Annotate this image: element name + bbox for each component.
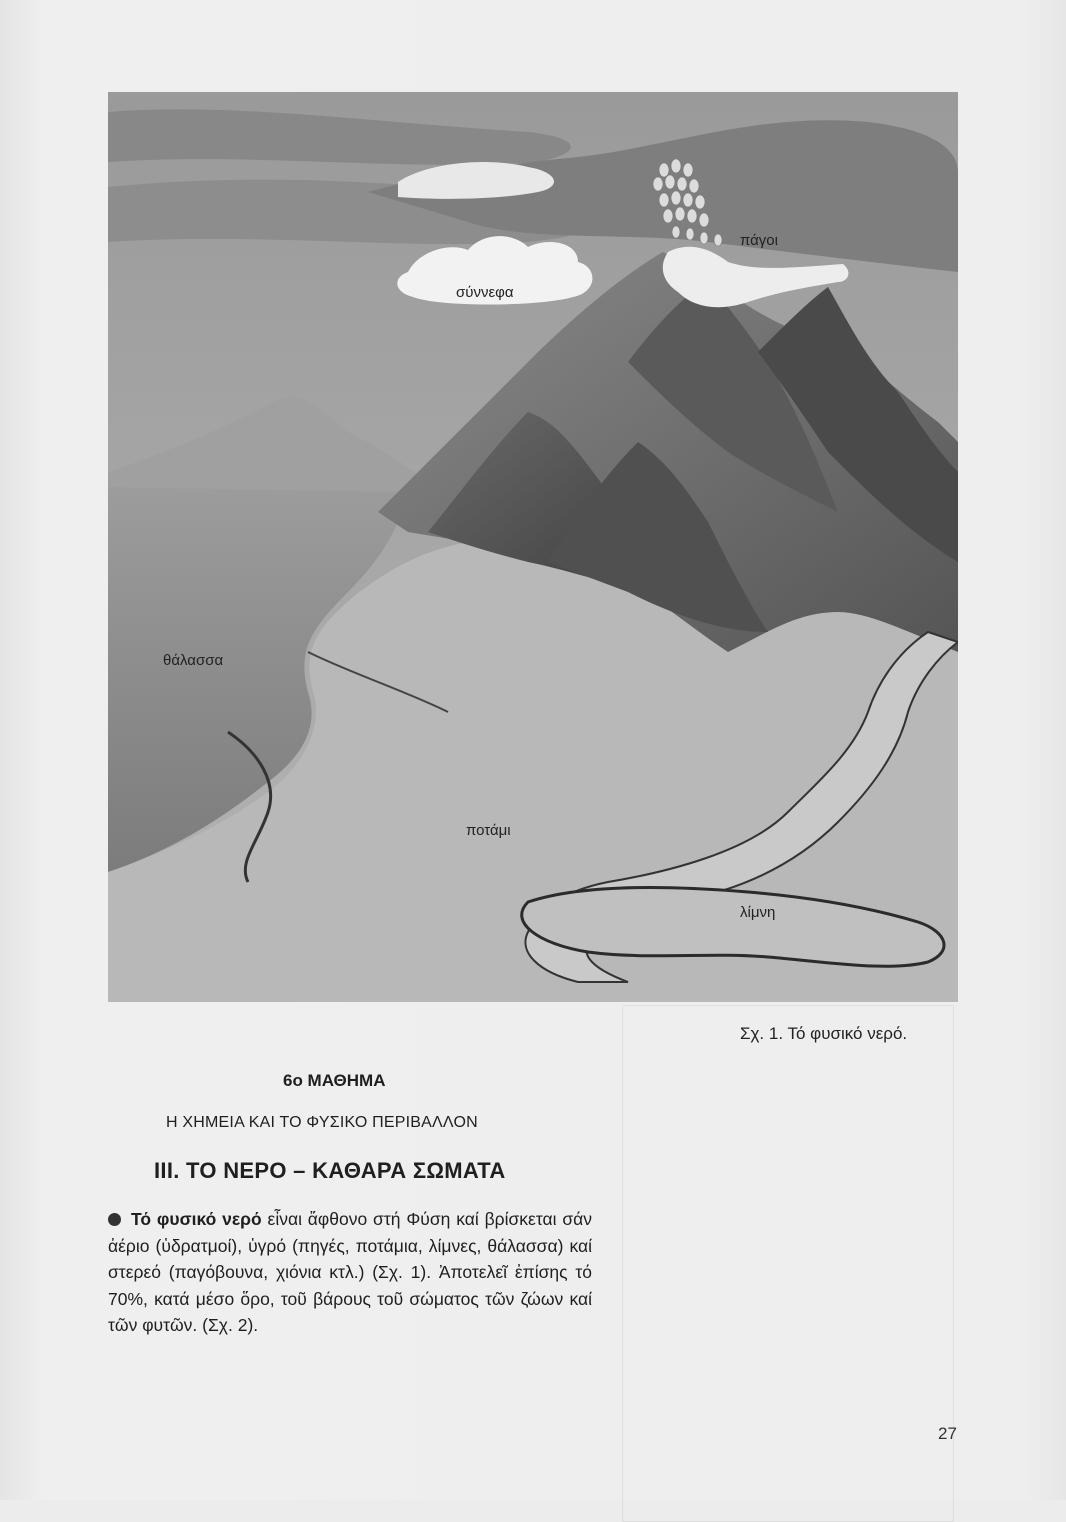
label-ice: πάγοι xyxy=(740,232,778,249)
paragraph-text: εἶναι ἄφθονο στή Φύση καί βρίσκεται σάν ἀέριο (ὑδρατμοί), ὑγρό (πηγές, ποτάμια, λίμνες, θάλασσα) καί στερεό (παγόβουνα, χιόνια κτλ.) (Σχ. 1). Ἀποτελεῖ ἐπίσης τό 70%, κατά μέσο ὅρο, τοῦ βάρους τοῦ σώματος τῶν ζώων καί τῶν φυτῶν. (Σχ. 2). xyxy=(108,1209,593,1335)
label-lake: λίμνη xyxy=(740,904,776,921)
paragraph-lead: Τό φυσικό νερό xyxy=(131,1209,262,1229)
page-number: 27 xyxy=(938,1424,957,1443)
lesson-subtitle: Η ΧΗΜΕΙΑ ΚΑΙ ΤΟ ΦΥΣΙΚΟ ΠΕΡΙΒΑΛΛΟΝ xyxy=(166,1114,478,1131)
bleed-through-frame xyxy=(622,1005,954,1522)
lesson-number: 6ο ΜΑΘΗΜΑ xyxy=(283,1071,386,1090)
bullet-icon xyxy=(108,1213,121,1226)
section-title: III. ΤΟ ΝΕΡΟ – ΚΑΘΑΡΑ ΣΩΜΑΤΑ xyxy=(154,1158,506,1183)
figure-caption: Σχ. 1. Τό φυσικό νερό. xyxy=(740,1024,908,1043)
label-clouds: σύννεφα xyxy=(456,284,514,301)
natural-water-illustration xyxy=(108,92,958,1002)
label-sea: θάλασσα xyxy=(163,652,224,669)
label-river: ποτάμι xyxy=(466,822,511,839)
landscape-drawing xyxy=(108,92,958,1002)
body-paragraph xyxy=(108,1206,592,1339)
